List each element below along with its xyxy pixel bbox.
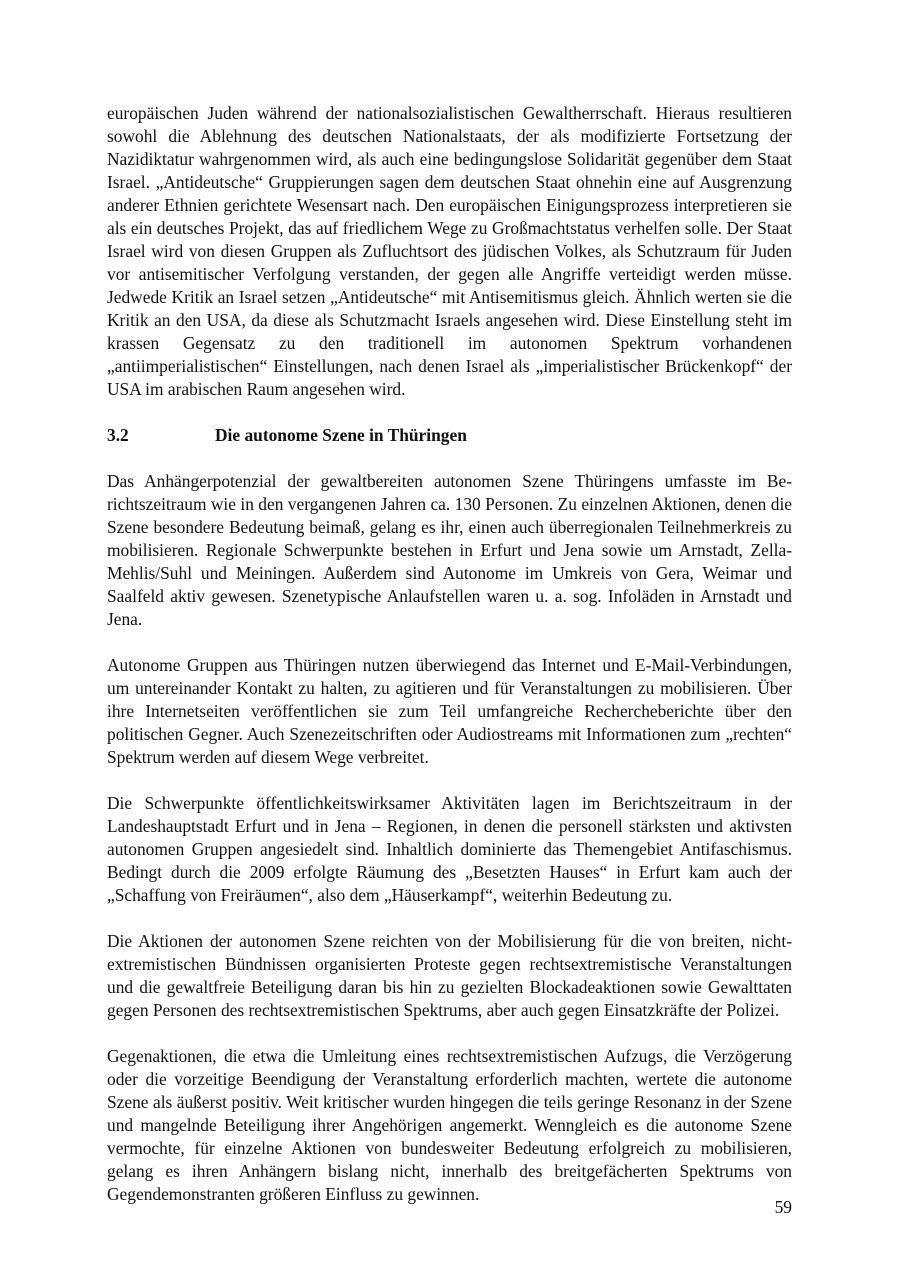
section-heading [107, 424, 792, 447]
paragraph-1: Das Anhängerpotenzial der gewaltbereiten autonomen Szene Thüringens umfasste im Berichtszeitraum wie in den vergangenen Jahren ca. 130 Personen. Zu einzelnen Aktionen, denen die Szene besondere Bedeutung beimaß, gelang es ihr, einen auch überregionalen Teilnehmerkreis zu mobilisieren. Regionale Schwerpunkte bestehen in Erfurt und Jena sowie um Arnstadt, Zella-Mehlis/Suhl und Meiningen. Außerdem sind Autonome im Umkreis von Gera, Weimar und Saalfeld aktiv gewesen. Szenetypische Anlaufstellen waren u. a. sog. Infoläden in Arnstadt und Jena. [107, 471, 792, 629]
intro-paragraph: europäischen Juden während der nationalsozialistischen Gewaltherrschaft. Hieraus resultieren sowohl die Ablehnung des deutschen Nationalstaats, der als modifizierte Fortsetzung der Nazidiktatur wahrgenommen wird, als auch eine bedingungslose Solidarität gegenüber dem Staat Israel. „Antideutsche“ Gruppierungen sagen dem deutschen Staat ohnehin eine auf Ausgrenzung anderer Ethnien gerichtete Wesensart nach. Den europäischen Einigungsprozess interpretieren sie als ein deutsches Projekt, das auf friedlichem Wege zu Großmachtstatus verhelfen solle. Der Staat Israel wird von diesen Gruppen als Zufluchtsort des jüdischen Volkes, als Schutzraum für Juden vor antisemitischer Verfolgung verstanden, der gegen alle Angriffe verteidigt werden müsse. Jedwede Kritik an Israel setzen „Antideutsche“ mit Antisemitismus gleich. Ähnlich werten sie die Kritik an den USA, da diese als Schutzmacht Israels angesehen wird. Diese Einstellung steht im krassen Gegensatz zu den traditionell im autonomen Spektrum vorhandenen „antiimperialistischen“ Einstellungen, nach denen Israel als „imperialistischer Brückenkopf“ der USA im arabischen Raum angesehen wird. [107, 103, 792, 399]
paragraph-3: Die Schwerpunkte öffentlichkeitswirksamer Aktivitäten lagen im Berichtszeitraum in der Landeshauptstadt Erfurt und in Jena – Regionen, in denen die personell stärksten und aktivsten autonomen Gruppen angesiedelt sind. Inhaltlich dominierte das Themengebiet Antifaschismus. Bedingt durch die 2009 erfolgte Räumung des „Besetzten Hauses“ in Erfurt kam auch der „Schaffung von Freiräumen“, also dem „Häuserkampf“, weiterhin Bedeutung zu. [107, 793, 792, 905]
paragraph-2: Autonome Gruppen aus Thüringen nutzen überwiegend das Internet und E-Mail-Verbindungen, um untereinander Kontakt zu halten, zu agitieren und für Veranstaltungen zu mobilisieren. Über ihre Internetseiten veröffentlichen sie zum Teil umfangreiche Rechercheberichte über den politischen Gegner. Auch Szenezeitschriften oder Audiostreams mit Informationen zum „rechten“ Spektrum werden auf diesem Wege verbreitet. [107, 655, 792, 767]
page-number: 59 [774, 1197, 792, 1217]
paragraph-5: Gegenaktionen, die etwa die Umleitung eines rechtsextremistischen Aufzugs, die Verzögerung oder die vorzeitige Beendigung der Veranstaltung erforderlich machten, wertete die autonome Szene als äußerst positiv. Weit kritischer wurden hingegen die teils geringe Resonanz in der Szene und mangelnde Beteiligung ihrer Angehörigen angemerkt. Wenngleich es die autonome Szene vermochte, für einzelne Aktionen von bundesweiter Bedeutung erfolgreich zu mobilisieren, gelang es ihren Anhängern bislang nicht, innerhalb des breitgefächerten Spektrums von Gegendemonstranten größeren Einfluss zu gewinnen. [107, 1046, 792, 1204]
paragraph-4: Die Aktionen der autonomen Szene reichten von der Mobilisierung für die von breiten, nichtextremistischen Bündnissen organisierten Proteste gegen rechtsextremistische Veranstaltungen und die gewaltfreie Beteiligung daran bis hin zu gezielten Blockadeaktionen sowie Gewalttaten gegen Personen des rechtsextremistischen Spektrums, aber auch gegen Einsatzkräfte der Polizei. [107, 931, 792, 1020]
section-number: 3.2 [107, 425, 129, 445]
document-page [107, 102, 792, 1206]
section-title: Die autonome Szene in Thüringen [215, 425, 467, 445]
